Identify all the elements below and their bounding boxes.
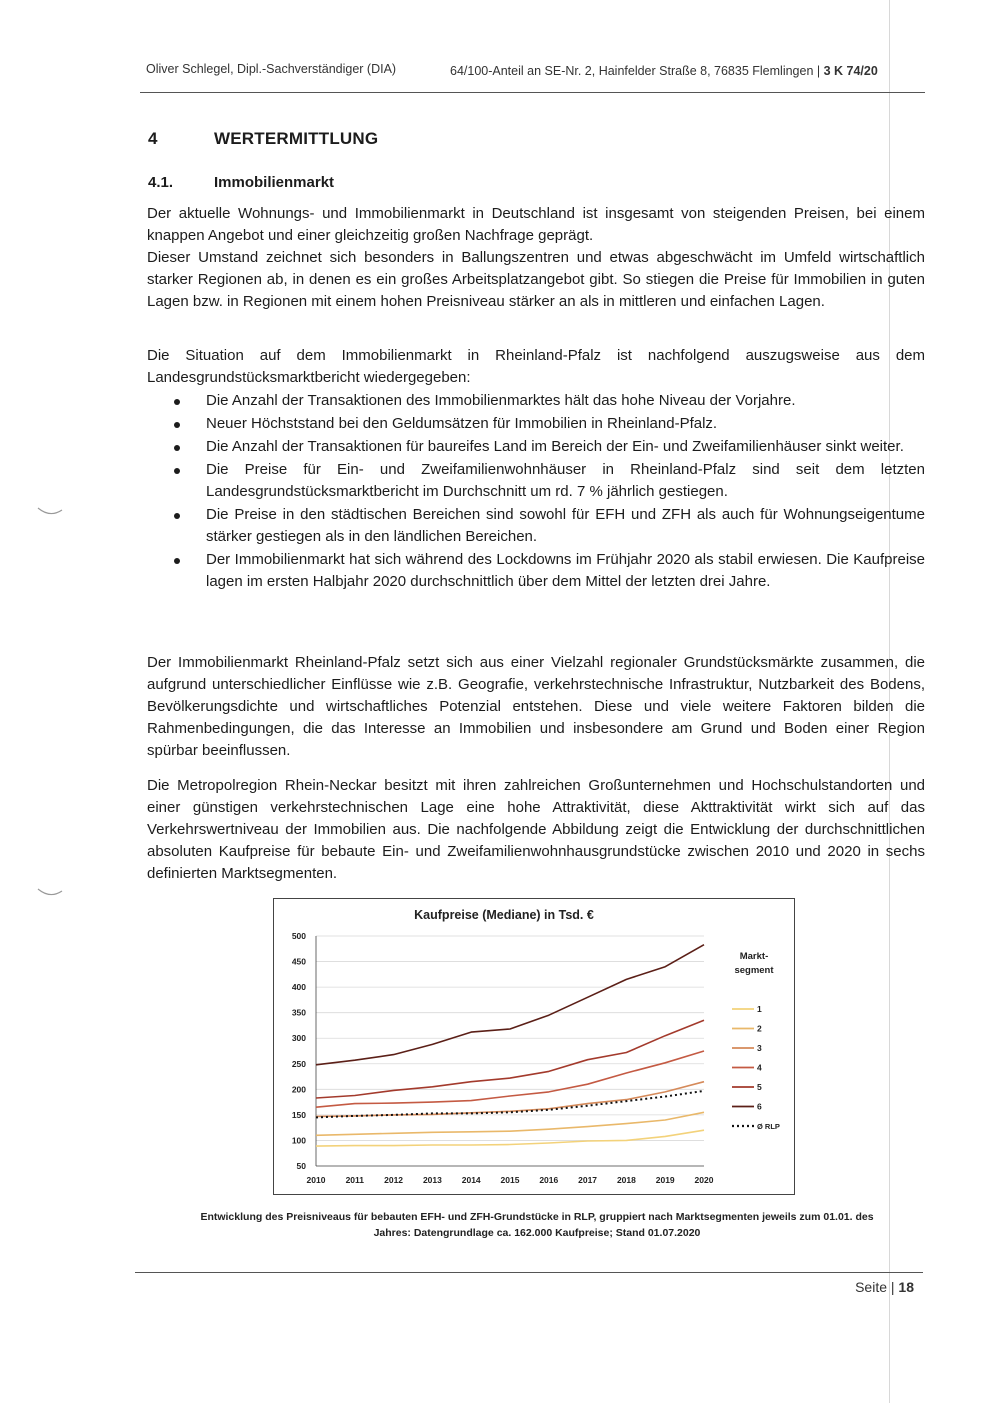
chart-axes <box>292 931 714 1185</box>
legend-title: segment <box>734 965 774 976</box>
bullet-text: Die Anzahl der Transaktionen für baureifes Land im Bereich der Ein- und Zweifamilienhäuser sinkt weiter. <box>206 438 904 455</box>
figure-caption <box>148 1209 926 1241</box>
legend-label: 4 <box>757 1062 762 1073</box>
margin-tick-icon <box>36 506 64 516</box>
series-line <box>316 1130 704 1146</box>
footer-divider <box>135 1272 923 1273</box>
y-tick-label: 400 <box>291 982 306 993</box>
legend-label: Ø RLP <box>757 1122 780 1131</box>
x-tick-label: 2015 <box>500 1175 520 1185</box>
figure-caption-line1: Entwicklung des Preisniveaus für bebauten EFH- und ZFH-Grundstücke in RLP, gruppiert nach Marktsegmenten jeweils zum 01.01. des <box>200 1211 874 1223</box>
chart-title: Kaufpreise (Mediane) in Tsd. € <box>414 908 594 922</box>
x-tick-label: 2013 <box>422 1175 442 1185</box>
price-chart <box>273 898 795 1195</box>
section-title: WERTERMITTLUNG <box>214 129 379 148</box>
x-tick-label: 2011 <box>345 1175 365 1185</box>
bullet-text: Die Preise in den städtischen Bereichen sind sowohl für EFH und ZFH als auch für Wohnungseigentume stärker gestiegen als in den ländlichen Bereichen. <box>206 506 925 545</box>
y-tick-label: 150 <box>291 1109 306 1120</box>
margin-tick-icon <box>36 887 64 897</box>
intro-paragraph-line1: Der aktuelle Wohnungs- und Immobilienmarkt in Deutschland ist insgesamt von steigenden Preisen, bei einem knappen Angebot und einer gleichzeitig großen Nachfrage geprägt. <box>147 205 925 244</box>
series-line <box>316 1020 704 1098</box>
x-tick-label: 2018 <box>616 1175 636 1185</box>
y-tick-label: 500 <box>291 931 306 941</box>
legend-label: 1 <box>757 1004 762 1014</box>
bullet-icon <box>174 558 180 564</box>
rhein-neckar-paragraph: Die Metropolregion Rhein-Neckar besitzt mit ihren zahlreichen Großunternehmen und Hochschulstandorten und einer günstigen verkehrstechnischen Lage eine hohe Attraktivität, diese Akttraktivität wirkt sich auf das Verkehrswertniveau der Immobilien aus. Die nachfolgende Abbildung zeigt die Entwicklung der durchschnittlichen absoluten Kaufpreise für bebaute Ein- und Zweifamilienwohnhausgrundstücke zwischen 2010 und 2020 in sechs definierten Marktsegmenten. <box>147 777 925 882</box>
bullet-text: Der Immobilienmarkt hat sich während des Lockdowns im Frühjahr 2020 als stabil erwiesen. Die Kaufpreise lagen im ersten Halbjahr 2020 durchschnittlich über dem Mittel der letzten drei Jahre. <box>206 551 925 590</box>
list-item <box>170 390 925 412</box>
x-tick-label: 2016 <box>539 1175 559 1185</box>
chart-series <box>316 945 704 1146</box>
header-object-text: 64/100-Anteil an SE-Nr. 2, Hainfelder Straße 8, 76835 Flemlingen | <box>450 64 824 78</box>
y-tick-label: 100 <box>291 1135 306 1146</box>
market-bullet-list <box>170 390 925 594</box>
figure-caption-line2: Jahres: Datengrundlage ca. 162.000 Kaufpreise; Stand 01.07.2020 <box>373 1227 701 1239</box>
x-tick-label: 2010 <box>306 1175 326 1185</box>
y-tick-label: 200 <box>291 1084 306 1095</box>
legend-label: 3 <box>757 1043 762 1053</box>
list-item <box>170 436 925 458</box>
header-object <box>450 64 878 78</box>
page-number: 18 <box>898 1279 914 1295</box>
list-item <box>170 504 925 548</box>
chart-legend <box>732 951 780 1131</box>
header-author: Oliver Schlegel, Dipl.-Sachverständiger (DIA) <box>146 62 397 76</box>
page-label: Seite | <box>855 1279 899 1295</box>
bullet-icon <box>174 445 180 451</box>
section-number: 4 <box>148 129 158 148</box>
bullet-text: Die Anzahl der Transaktionen des Immobilienmarktes hält das hohe Niveau der Vorjahre. <box>206 392 796 409</box>
header-case-number: 3 K 74/20 <box>823 64 878 78</box>
bullet-icon <box>174 399 180 405</box>
x-tick-label: 2012 <box>384 1175 404 1185</box>
market-situation-paragraph: Die Situation auf dem Immobilienmarkt in Rheinland-Pfalz ist nachfolgend auszugsweise aus dem Landesgrundstücksmarktbericht wiedergegeben: <box>147 347 925 386</box>
bullet-text: Die Preise für Ein- und Zweifamilienwohnhäuser in Rheinland-Pfalz sind seit dem letzten Landesgrundstücksmarktbericht im Durchschnitt um rd. 7 % jährlich gestiegen. <box>206 461 925 500</box>
subsection-number: 4.1. <box>148 174 174 191</box>
legend-label: 2 <box>757 1023 762 1034</box>
y-tick-label: 250 <box>291 1058 306 1069</box>
page-footer <box>760 1279 914 1295</box>
list-item <box>170 459 925 503</box>
y-tick-label: 450 <box>291 956 306 967</box>
legend-label: 6 <box>757 1101 762 1112</box>
series-line <box>316 945 704 1065</box>
intro-paragraph <box>147 203 925 313</box>
y-tick-label: 350 <box>291 1007 306 1018</box>
x-tick-label: 2020 <box>694 1175 714 1185</box>
subsection-title: Immobilienmarkt <box>214 174 335 191</box>
list-item <box>170 413 925 435</box>
bullet-icon <box>174 513 180 519</box>
header-divider <box>140 92 925 93</box>
bullet-icon <box>174 422 180 428</box>
y-tick-label: 300 <box>291 1033 306 1044</box>
x-tick-label: 2017 <box>578 1175 598 1185</box>
x-tick-label: 2019 <box>655 1175 675 1185</box>
x-tick-label: 2014 <box>461 1175 481 1185</box>
list-item <box>170 549 925 593</box>
bullet-text: Neuer Höchststand bei den Geldumsätzen für Immobilien in Rheinland-Pfalz. <box>206 415 718 432</box>
legend-title: Markt- <box>739 951 769 962</box>
regional-markets-paragraph: Der Immobilienmarkt Rheinland-Pfalz setzt sich aus einer Vielzahl regionaler Grundstücksmärkte zusammen, die aufgrund unterschiedlicher Einflüsse wie z.B. Geografie, verkehrstechnische Infrastruktur, Nutzbarkeit des Bodens, Bevölkerungsdichte und wirtschaftliches Potenzial entstehen. Diese und viele weitere Faktoren bilden die Rahmenbedingungen, die das Interesse an Immobilien und insbesondere am Grund und Boden einer Region spürbar beeinflussen. <box>147 654 925 759</box>
y-tick-label: 50 <box>296 1161 306 1171</box>
bullet-icon <box>174 468 180 474</box>
intro-paragraph-line2: Dieser Umstand zeichnet sich besonders in Ballungszentren und etwas abgeschwächt im Umfeld wirtschaftlich starker Regionen ab, in denen es ein großes Arbeitsplatzangebot gibt. So stiegen die Preise für Immobilien in guten Lagen bzw. in Regionen mit einem hohen Preisniveau stärker an als in mittleren und einfachen Lagen. <box>147 249 925 310</box>
price-chart-svg <box>274 899 794 1194</box>
legend-label: 5 <box>757 1082 762 1092</box>
